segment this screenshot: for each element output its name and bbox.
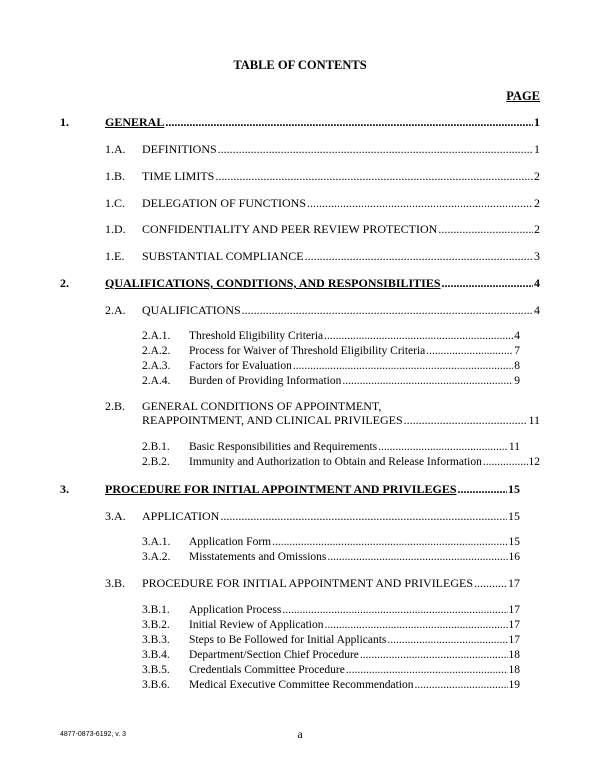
toc-entry-2a3[interactable]	[142, 359, 520, 373]
dot-leader	[242, 303, 533, 317]
section-title: Application Process	[189, 604, 282, 616]
section-number: 3.B.6.	[142, 679, 170, 691]
toc-entry-1d[interactable]	[105, 222, 540, 236]
section-number: 1.B.	[105, 169, 126, 183]
toc-entry-1c[interactable]	[105, 196, 540, 210]
section-title: Burden of Providing Information	[189, 375, 342, 387]
dot-leader	[458, 482, 508, 496]
section-title: APPLICATION	[142, 509, 220, 523]
page-number: 17	[508, 634, 520, 646]
section-title: GENERAL	[105, 115, 165, 129]
section-number: 1.D.	[105, 222, 126, 236]
toc-entry-2a1[interactable]	[142, 329, 520, 343]
dot-leader	[324, 329, 513, 343]
section-number: 1.E.	[105, 249, 125, 263]
toc-entry-2b-line1[interactable]	[105, 399, 540, 413]
toc-entry-3b3[interactable]	[142, 633, 520, 647]
page-number: 1	[534, 142, 540, 156]
section-title: PROCEDURE FOR INITIAL APPOINTMENT AND PRIVILEGES	[142, 576, 474, 590]
toc-entry-2b2[interactable]	[142, 455, 540, 469]
section-title: Application Form	[189, 536, 272, 548]
dot-leader	[165, 115, 533, 129]
toc-entry-3[interactable]	[60, 482, 520, 496]
section-title: TIME LIMITS	[142, 169, 215, 183]
dot-leader	[426, 344, 513, 358]
page-column-header: PAGE	[506, 89, 540, 103]
toc-entry-1[interactable]	[60, 115, 540, 129]
toc-entry-2[interactable]	[60, 276, 540, 290]
toc-entry-2a2[interactable]	[142, 344, 520, 358]
toc-entry-3a2[interactable]	[142, 550, 520, 564]
toc-entry-1b[interactable]	[105, 169, 540, 183]
toc-entry-2b-line2[interactable]	[142, 413, 540, 427]
dot-leader	[327, 550, 507, 564]
toc-entry-3a1[interactable]	[142, 535, 520, 549]
section-title: Initial Review of Application	[189, 619, 324, 631]
dot-leader	[483, 455, 528, 469]
dot-leader	[282, 603, 507, 617]
dot-leader	[218, 142, 533, 156]
page-number: 11	[508, 441, 520, 453]
toc-entry-2a4[interactable]	[142, 374, 520, 388]
dot-leader	[342, 374, 513, 388]
toc-entry-1a[interactable]	[105, 142, 540, 156]
dot-leader	[415, 678, 508, 692]
section-number: 2.	[60, 276, 69, 290]
section-number: 1.A.	[105, 142, 126, 156]
section-title-line1: GENERAL CONDITIONS OF APPOINTMENT,	[142, 399, 382, 413]
dot-leader	[474, 576, 507, 590]
section-number: 3.A.	[105, 509, 126, 523]
page-number: 7	[514, 345, 520, 357]
section-title: Basic Responsibilities and Requirements	[189, 441, 378, 453]
dot-leader	[307, 196, 533, 210]
dot-leader	[438, 222, 533, 236]
page-number: 1	[534, 115, 540, 129]
section-title: PROCEDURE FOR INITIAL APPOINTMENT AND PRIVILEGES	[105, 482, 457, 496]
section-title: DEFINITIONS	[142, 142, 217, 156]
page-number: 4	[514, 330, 520, 342]
section-number: 3.B.4.	[142, 649, 170, 661]
page-number: 3	[534, 249, 540, 263]
toc-entry-2a[interactable]	[105, 303, 540, 317]
section-number: 3.B.	[105, 576, 126, 590]
document-id: 4877-0873-6192, v. 3	[60, 731, 127, 738]
section-title: Process for Waiver of Threshold Eligibility Criteria	[189, 345, 426, 357]
section-title: Medical Executive Committee Recommendation	[189, 679, 414, 691]
page-number: 16	[508, 551, 520, 563]
dot-leader	[220, 509, 507, 523]
section-title: QUALIFICATIONS	[142, 303, 241, 317]
section-number: 3.	[60, 482, 69, 496]
section-number: 3.B.1.	[142, 604, 170, 616]
page-number: 19	[508, 679, 520, 691]
page-number: 4	[534, 276, 540, 290]
section-number: 3.A.1.	[142, 536, 171, 548]
section-title: Department/Section Chief Procedure	[189, 649, 359, 661]
toc-entry-3b[interactable]	[105, 576, 520, 590]
toc-entry-3b5[interactable]	[142, 663, 520, 677]
section-title: Steps to Be Followed for Initial Applicants	[189, 634, 387, 646]
page-number: 9	[514, 375, 520, 387]
page-number: 2	[534, 222, 540, 236]
section-number: 2.A.	[105, 303, 126, 317]
page-number: 17	[508, 576, 520, 590]
section-number: 2.B.	[105, 399, 126, 413]
section-number: 3.B.3.	[142, 634, 170, 646]
dot-leader	[378, 440, 508, 454]
section-number: 2.B.2.	[142, 456, 170, 468]
dot-leader	[442, 276, 533, 290]
page-number: 2	[534, 169, 540, 183]
dot-leader	[387, 633, 507, 647]
toc-entry-3b4[interactable]	[142, 648, 520, 662]
section-title: Misstatements and Omissions	[189, 551, 327, 563]
dot-leader	[305, 249, 533, 263]
section-title: Threshold Eligibility Criteria	[189, 330, 324, 342]
page-number: 17	[508, 604, 520, 616]
section-title-line2: REAPPOINTMENT, AND CLINICAL PRIVILEGES	[142, 413, 403, 427]
page-number: 4	[534, 303, 540, 317]
page-number: 12	[528, 456, 540, 468]
toc-title: TABLE OF CONTENTS	[233, 58, 367, 72]
section-number: 3.B.5.	[142, 664, 170, 676]
section-title: Immunity and Authorization to Obtain and Release Information	[189, 456, 482, 468]
page-number: 15	[508, 482, 520, 496]
dot-leader	[272, 535, 507, 549]
section-number: 2.B.1.	[142, 441, 170, 453]
dot-leader	[324, 618, 507, 632]
section-title: CONFIDENTIALITY AND PEER REVIEW PROTECTION	[142, 222, 438, 236]
page-number: 15	[508, 509, 520, 523]
section-title: SUBSTANTIAL COMPLIANCE	[142, 249, 304, 263]
toc-entry-3b1[interactable]	[142, 603, 520, 617]
toc-entry-3b6[interactable]	[142, 678, 520, 692]
page-number: 17	[508, 619, 520, 631]
section-number: 3.A.2.	[142, 551, 171, 563]
toc-entry-2b1[interactable]	[142, 440, 520, 454]
section-number: 2.A.3.	[142, 360, 171, 372]
section-number: 1.C.	[105, 196, 126, 210]
page-number: 18	[508, 664, 520, 676]
page-number: 11	[528, 413, 540, 427]
section-number: 2.A.2.	[142, 345, 171, 357]
section-number: 1.	[60, 115, 69, 129]
section-number: 2.A.4.	[142, 375, 171, 387]
section-title: QUALIFICATIONS, CONDITIONS, AND RESPONSIBILITIES	[105, 276, 441, 290]
footer-page-label: a	[297, 727, 303, 741]
page-number: 15	[508, 536, 520, 548]
toc-entry-3a[interactable]	[105, 509, 520, 523]
section-title: DELEGATION OF FUNCTIONS	[142, 196, 306, 210]
section-title: Factors for Evaluation	[189, 360, 292, 372]
toc-entry-1e[interactable]	[105, 249, 540, 263]
dot-leader	[293, 359, 513, 373]
page-number: 2	[534, 196, 540, 210]
section-title: Credentials Committee Procedure	[189, 664, 345, 676]
page-number: 18	[508, 649, 520, 661]
dot-leader	[215, 169, 533, 183]
section-number: 2.A.1.	[142, 330, 171, 342]
section-number: 3.B.2.	[142, 619, 170, 631]
dot-leader	[360, 648, 508, 662]
dot-leader	[346, 663, 508, 677]
dot-leader	[404, 413, 528, 427]
page-number: 8	[514, 360, 520, 372]
toc-entry-3b2[interactable]	[142, 618, 520, 632]
